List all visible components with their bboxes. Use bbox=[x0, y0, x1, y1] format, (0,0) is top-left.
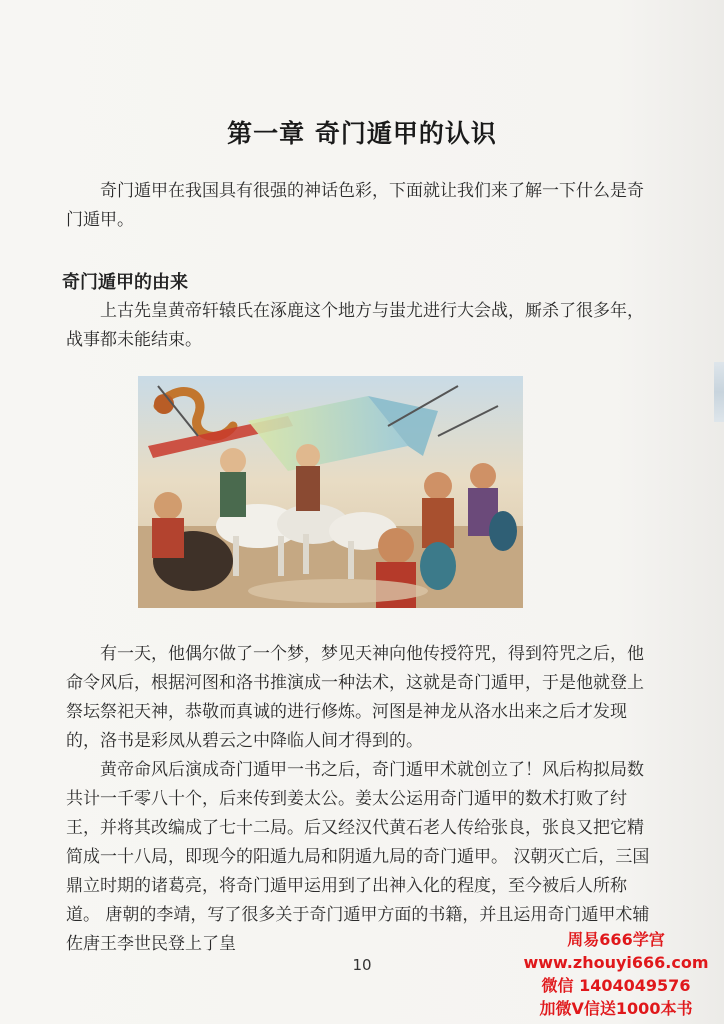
watermark-line-3: 微信 1404049576 bbox=[541, 976, 691, 995]
watermark-line-2: www.zhouyi666.com bbox=[523, 953, 709, 972]
watermark-line-4: 加微V信送1000本书 bbox=[539, 999, 693, 1018]
watermark-line-1: 周易666学宫 bbox=[567, 930, 665, 949]
paragraph-2: 有一天，他偶尔做了一个梦，梦见天神向他传授符咒，得到符咒之后，他命令风后，根据河图和洛书推演成一种法术，这就是奇门遁甲，于是他就登上祭坛祭祀天神，恭敬而真诚的进行修炼。河图是神龙从洛水出来之后才发现的，洛书是彩凤从碧云之中降临人间才得到的。 bbox=[66, 644, 644, 751]
battle-painting-icon bbox=[138, 376, 523, 608]
page-number: 10 bbox=[352, 956, 372, 974]
watermark bbox=[516, 928, 716, 1020]
paragraph-1: 上古先皇黄帝轩辕氏在涿鹿这个地方与蚩尤进行大会战，厮杀了很多年，战事都未能结束。 bbox=[66, 301, 644, 350]
intro-paragraph: 奇门遁甲在我国具有很强的神话色彩，下面就让我们来了解一下什么是奇门遁甲。 bbox=[66, 181, 644, 230]
page-edge-mark bbox=[714, 362, 724, 422]
paragraph-3: 黄帝命风后演成奇门遁甲一书之后，奇门遁甲术就创立了！风后构拟局数共计一千零八十个，后来传到姜太公。姜太公运用奇门遁甲的数术打败了纣王，并将其改编成了七十二局。后又经汉代黄石老人传给张良，张良又把它精简成一十八局，即现今的阳遁九局和阴遁九局的奇门遁甲。 汉朝灭亡后，三国鼎立时期的诸葛亮，将奇门遁甲运用到了出神入化的程度，至今被后人所称道。 唐朝的李靖，写了很多关于奇门遁甲方面的书籍，并且运用奇门遁甲术辅佐唐王李世民登上了皇 bbox=[66, 760, 650, 954]
section-heading: 奇门遁甲的由来 bbox=[62, 272, 188, 293]
battle-illustration bbox=[138, 376, 523, 608]
chapter-title: 第一章 奇门遁甲的认识 bbox=[227, 119, 497, 148]
